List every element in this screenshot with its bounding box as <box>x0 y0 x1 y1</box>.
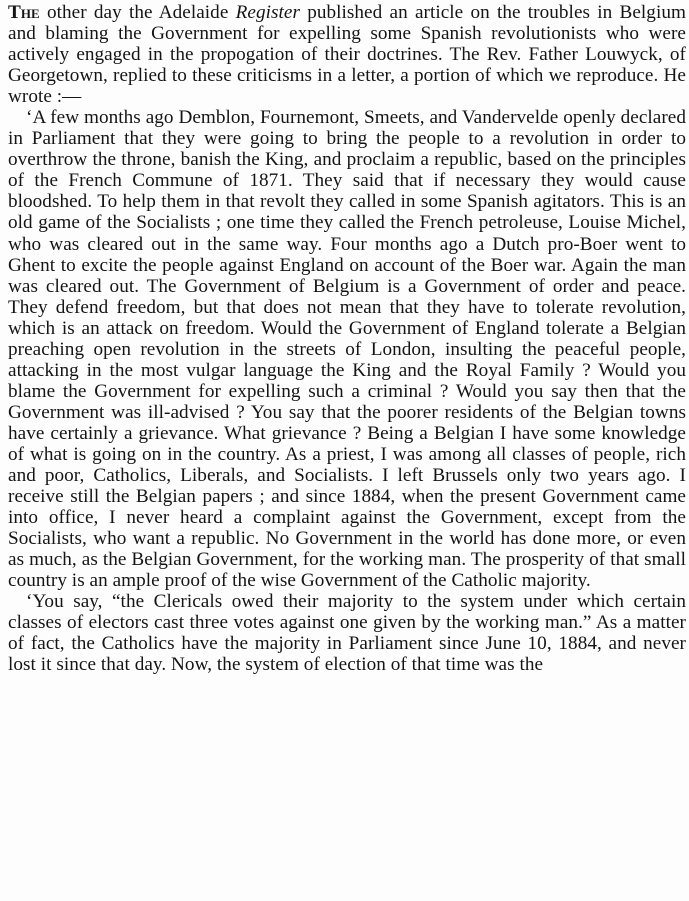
intro-paragraph <box>8 2 686 107</box>
letter-paragraph-2: ‘You say, “the Clericals owed their majority to the system under which certain classes of electors cast three votes against one given by the working man.” As a matter of fact, the Catholics have the majority in Parliament since June 10, 1884, and never lost it since that day. Now, the system of election of that time was the <box>8 591 686 676</box>
letter-paragraph-1: ‘A few months ago Demblon, Fournemont, Smeets, and Vandervelde openly declared in Parliament that they were going to bring the people to a revolution in order to overthrow the throne, banish the King, and proclaim a republic, based on the principles of the French Commune of 1871. They said that if necessary they would cause bloodshed. To help them in that revolt they called in some Spanish agitators. This is an old game of the Socialists ; one time they called the French petroleuse, Louise Michel, who was cleared out in the same way. Four months ago a Dutch pro-Boer went to Ghent to excite the people against England on account of the Boer war. Again the man was cleared out. The Government of Belgium is a Government of order and peace. They defend freedom, but that does not mean that they have to tolerate revolution, which is an attack on freedom. Would the Government of England tolerate a Belgian preaching open revolution in the streets of London, insulting the peaceful people, attacking in the most vulgar language the King and the Royal Family ? Would you blame the Government for expelling such a criminal ? Would you say then that the Government was ill-advised ? You say that the poorer residents of the Belgian towns have certainly a grievance. What grievance ? Being a Belgian I have some knowledge of what is going on in the country. As a priest, I was among all classes of people, rich and poor, Catholics, Liberals, and Socialists. I left Brussels only two years ago. I receive still the Belgian papers ; and since 1884, when the present Government came into office, I never heard a complaint against the Government, except from the Socialists, who want a republic. No Government in the world has done more, or even as much, as the Belgian Government, for the working man. The prosperity of that small country is an ample proof of the wise Government of the Catholic majority. <box>8 107 686 592</box>
lead-word: The <box>8 2 40 23</box>
newspaper-name: Register <box>235 2 300 23</box>
intro-text-start: other day the Adelaide <box>46 2 229 23</box>
article-column <box>8 2 686 676</box>
intro-text-end: published an article on the troubles in Belgium and blaming the Government for expelling some Spanish revolutionists who were actively engaged in the propogation of their doctrines. The Rev. Father Louwyck, of Georgetown, replied to these criticisms in a letter, a portion of which we reproduce. He wrote :— <box>8 2 686 108</box>
